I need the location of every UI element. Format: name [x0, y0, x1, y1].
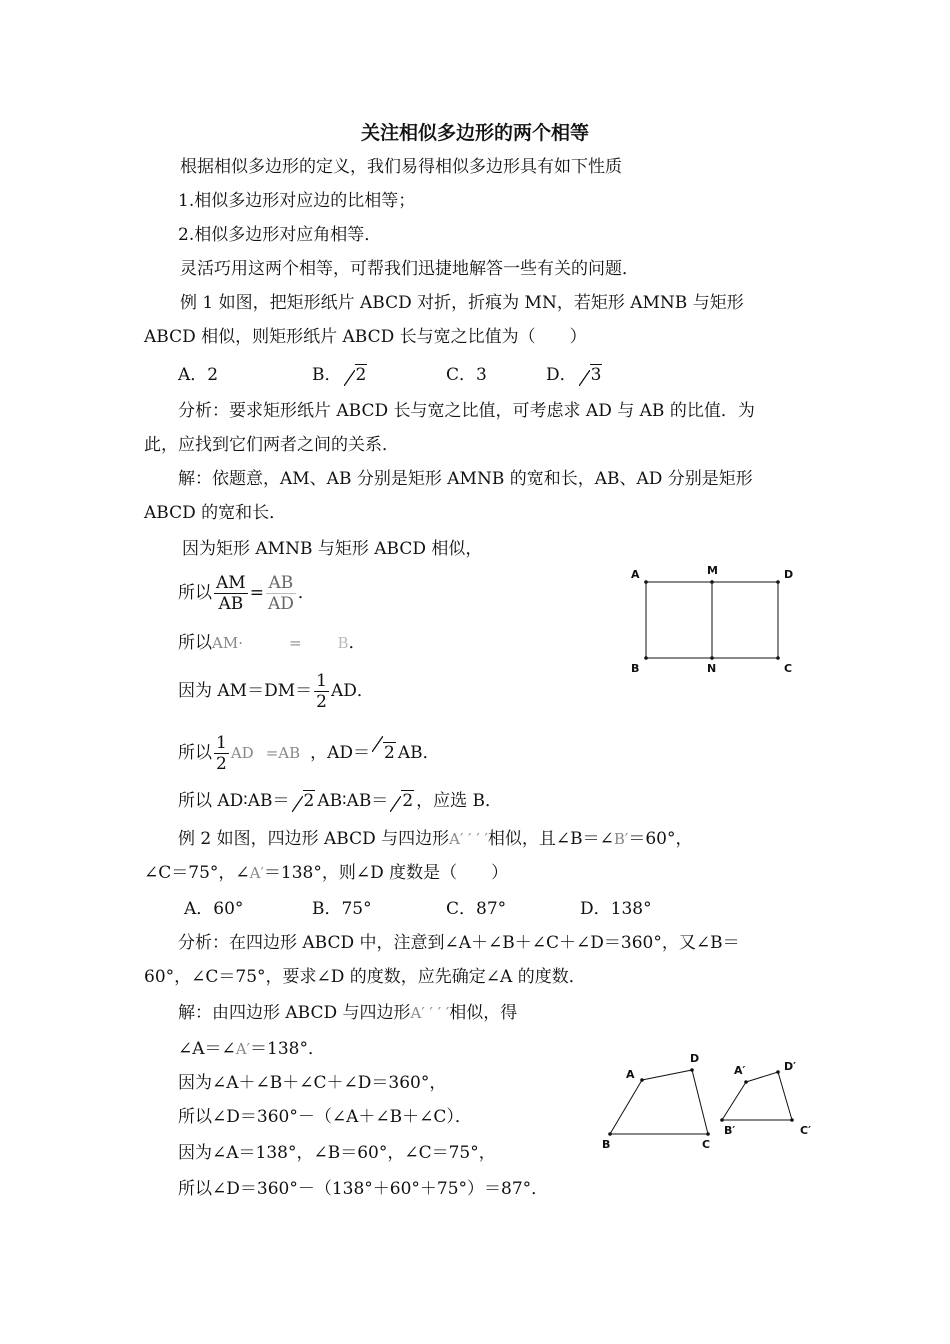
point-d: [690, 1068, 694, 1072]
step4-tail1: ，AD＝: [310, 743, 371, 763]
ex1-ad-equation: [178, 730, 440, 776]
ex2-solution-line1: [178, 1002, 517, 1024]
step2-eq: =: [288, 634, 302, 652]
fraction-denominator: 2: [216, 754, 227, 774]
so-label: 所以: [178, 583, 212, 603]
point-a: [644, 580, 648, 584]
because-tail: AD．: [330, 681, 374, 701]
ex1-solution-line3: 因为矩形 AMNB 与矩形 ABCD 相似，: [182, 539, 483, 559]
ex1-solution-line1: 解：依题意，AM、AB 分别是矩形 AMNB 的宽和长，AB、AD 分别是矩形: [178, 469, 753, 489]
ex2-option-c: C．87°: [446, 899, 507, 919]
sqrt-radicand: 3: [590, 365, 602, 385]
fraction-denominator: AD: [267, 594, 294, 614]
ex2-solution-line6: 所以∠D＝360°－（138°＋60°＋75°）＝87°．: [178, 1179, 549, 1199]
label-m: M: [707, 564, 718, 577]
ex2-q2-b: ＝138°，则∠D 度数是（ ）: [263, 863, 509, 883]
label-c: C: [702, 1138, 711, 1151]
fraction-am-ab: [214, 573, 248, 614]
figure-rectangle-abcd: [620, 560, 810, 680]
point-c: [776, 656, 780, 660]
final-part-a: 所以 AD∶AB＝: [178, 791, 290, 811]
ex1-product-equation: [178, 632, 366, 654]
ex2-option-b: B．75°: [312, 899, 372, 919]
transition-text: 灵活巧用这两个相等，可帮我们迅捷地解答一些有关的问题．: [180, 259, 639, 279]
fraction-one-half: [314, 671, 329, 712]
ex2-question-line1: [178, 828, 692, 850]
step4-eq: =AB: [265, 744, 301, 762]
point-b-prime: [720, 1118, 724, 1122]
label-d: D: [784, 568, 794, 581]
ex2-solution-line4: 所以∠D＝360°－（∠A＋∠B＋∠C）．: [178, 1107, 472, 1127]
sqrt-radicand: 2: [303, 791, 315, 811]
point-m: [710, 580, 714, 584]
label-b-prime: B′: [724, 1124, 736, 1137]
sqrt-symbol: [372, 730, 396, 776]
ex2-q1-prime: A′ ′ ′ ′: [449, 830, 488, 848]
property-1: 1.相似多边形对应边的比相等；: [178, 191, 416, 211]
label-b: B: [631, 662, 640, 675]
sqrt-symbol: [390, 790, 414, 812]
step4-tail2: AB．: [397, 743, 440, 763]
sqrt-radicand: 2: [402, 791, 414, 811]
equals-sign: =: [249, 583, 264, 603]
fraction-numerator: 1: [216, 733, 227, 753]
label-c-prime: C′: [800, 1124, 811, 1137]
ex2-q2-aprime: A′: [249, 864, 264, 882]
fraction-numerator: 1: [316, 671, 327, 691]
ex1-option-d: [546, 364, 604, 386]
ex2-solution-line2: [178, 1038, 325, 1060]
point-d-prime: [776, 1070, 780, 1074]
point-n: [710, 656, 714, 660]
point-b: [608, 1132, 612, 1136]
ex2-solution-line3: 因为∠A＋∠B＋∠C＋∠D＝360°，: [178, 1073, 447, 1093]
ex2-q2-a: ∠C＝75°，∠: [144, 863, 250, 883]
ex1-option-b-label: B．: [312, 365, 342, 385]
ex2-sol2-a: ∠A＝∠: [178, 1039, 236, 1059]
so-label: 所以: [178, 633, 212, 653]
intro-text: 根据相似多边形的定义，我们易得相似多边形具有如下性质: [180, 157, 622, 177]
ex1-question-line2: ABCD 相似，则矩形纸片 ABCD 长与宽之比值为（ ）: [144, 327, 587, 347]
label-b: B: [602, 1138, 611, 1151]
ex2-question-line2: [144, 862, 508, 884]
final-part-c: ，应选 B．: [416, 791, 503, 811]
label-a-prime: A′: [734, 1064, 746, 1077]
label-d-prime: D′: [784, 1060, 797, 1073]
label-c: C: [784, 662, 793, 675]
fraction-denominator: 2: [316, 692, 327, 712]
ex2-sol1-b: 相似，得: [449, 1003, 518, 1023]
ex2-sol1-prime: A′ ′ ′ ′: [410, 1004, 450, 1022]
ex2-sol2-prime: A′: [235, 1040, 251, 1058]
fraction-ab-ad: [266, 573, 296, 614]
ex1-solution-line2: ABCD 的宽和长．: [144, 503, 287, 523]
ex2-analysis-line1: 分析：在四边形 ABCD 中，注意到∠A＋∠B＋∠C＋∠D＝360°，又∠B＝: [178, 933, 740, 953]
ex2-option-a: A．60°: [184, 899, 244, 919]
ex2-q1-c: ＝60°，: [628, 829, 693, 849]
point-c: [706, 1132, 710, 1136]
label-n: N: [707, 662, 717, 675]
page-title: 关注相似多边形的两个相等: [360, 122, 589, 144]
fraction-one-half: [214, 733, 229, 774]
point-a-prime: [744, 1080, 748, 1084]
sqrt-radicand: 2: [384, 743, 395, 763]
point-a: [640, 1078, 644, 1082]
ex1-analysis-line2: 此，应找到它们两者之间的关系．: [144, 435, 399, 455]
sqrt-radicand: 2: [355, 365, 367, 385]
ex1-half-equation: [178, 668, 374, 714]
quad-abcd: [610, 1070, 708, 1134]
period: ．: [297, 583, 315, 603]
ex1-final-answer: [178, 790, 502, 812]
label-d: D: [690, 1052, 700, 1065]
fraction-denominator: AB: [218, 594, 244, 614]
ex2-sol2-b: ＝138°．: [250, 1039, 325, 1059]
step4-mid: AD: [230, 744, 254, 762]
label-a: A: [631, 568, 640, 581]
period: ．: [348, 633, 366, 653]
fraction-numerator: AM: [216, 573, 246, 593]
property-2: 2.相似多边形对应角相等．: [178, 225, 382, 245]
fraction-numerator: AB: [266, 573, 296, 594]
ex1-option-d-label: D．: [546, 365, 577, 385]
ex2-q1-b: 相似，且∠B＝∠: [487, 829, 614, 849]
ex2-analysis-line2: 60°，∠C＝75°，要求∠D 的度数，应先确定∠A 的度数．: [144, 967, 586, 987]
quad-abcd-prime: [722, 1072, 792, 1120]
figure-similar-quadrilaterals: [596, 1048, 822, 1158]
ex1-question-line1: 例 1 如图，把矩形纸片 ABCD 对折，折痕为 MN，若矩形 AMNB 与矩形: [180, 293, 744, 313]
ex1-option-a: A．2: [178, 365, 219, 385]
final-part-b: AB∶AB＝: [317, 791, 389, 811]
sqrt-symbol: [292, 790, 316, 812]
step2-expr: AM·: [212, 634, 243, 652]
ex2-solution-line5: 因为∠A＝138°，∠B＝60°，∠C＝75°，: [178, 1143, 496, 1163]
sqrt-symbol: [344, 364, 368, 386]
step2-rhs: B: [337, 634, 349, 652]
ex1-option-c: C．3: [446, 365, 487, 385]
ex2-sol1-a: 解：由四边形 ABCD 与四边形: [178, 1003, 411, 1023]
label-a: A: [626, 1068, 635, 1081]
ex1-ratio-equation: [178, 570, 315, 616]
ex1-analysis-line1: 分析：要求矩形纸片 ABCD 长与宽之比值，可考虑求 AD 与 AB 的比值．为: [178, 401, 755, 421]
ex1-option-b: [312, 364, 369, 386]
because-label: 因为 AM＝DM＝: [178, 681, 313, 701]
ex2-option-d: D．138°: [580, 899, 652, 919]
point-c-prime: [790, 1118, 794, 1122]
sqrt-symbol: [579, 364, 603, 386]
point-b: [644, 656, 648, 660]
point-d: [776, 580, 780, 584]
so-label: 所以: [178, 743, 212, 763]
ex2-q1-bprime: B′: [613, 830, 629, 848]
ex2-q1-a: 例 2 如图，四边形 ABCD 与四边形: [178, 829, 450, 849]
